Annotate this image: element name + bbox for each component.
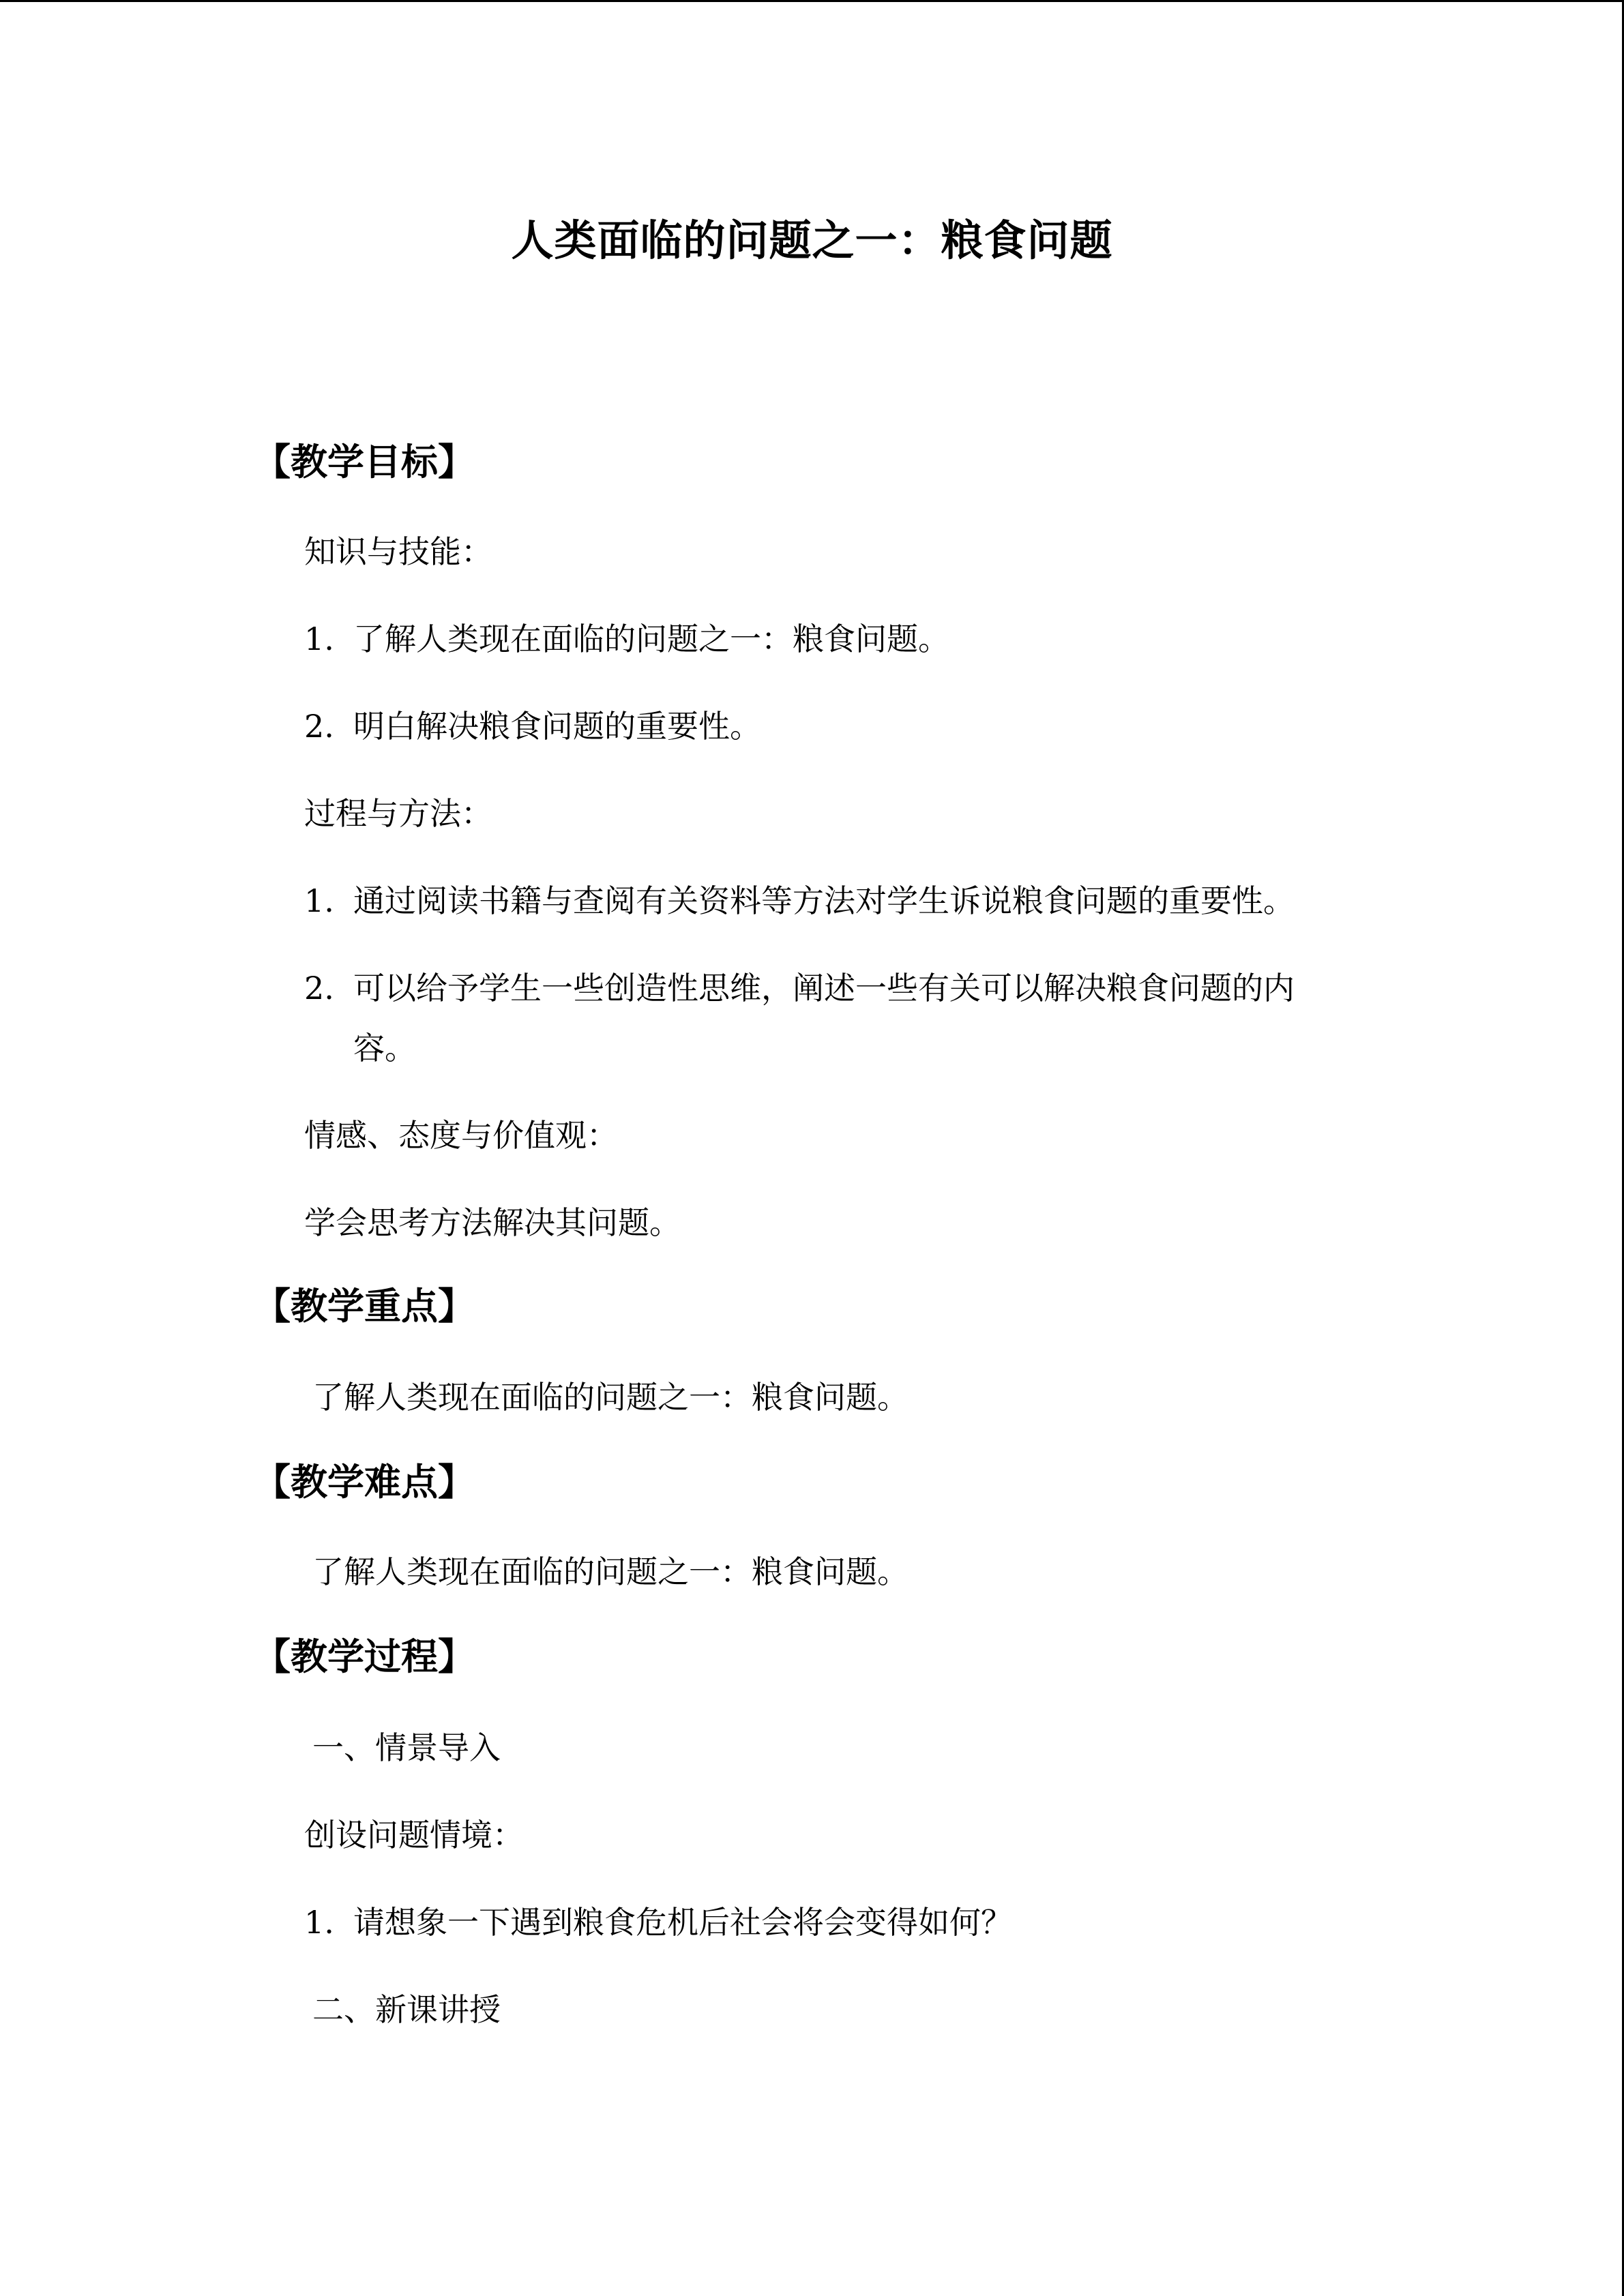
process-item-2	[304, 964, 1295, 1009]
list-number: 1.	[304, 621, 334, 657]
list-number: 2.	[304, 970, 334, 1007]
key-points-text: 了解人类现在面临的问题之一：粮食问题。	[312, 1379, 909, 1416]
knowledge-label: 知识与技能：	[304, 533, 492, 570]
section-heading-difficulties: 【教学难点】	[254, 1460, 475, 1504]
difficulties-text: 了解人类现在面临的问题之一：粮食问题。	[312, 1553, 909, 1590]
emotion-label: 情感、态度与价值观：	[304, 1117, 618, 1154]
knowledge-item-1	[304, 614, 949, 659]
list-number: 1.	[304, 1904, 334, 1941]
step2-label: 二、新课讲授	[312, 1991, 501, 2028]
list-item-text: 可以给予学生一些创造性思维，阐述一些有关可以解决粮食问题的内	[353, 970, 1295, 1007]
emotion-text: 学会思考方法解决其问题。	[304, 1204, 681, 1241]
knowledge-item-2	[304, 702, 761, 747]
list-item-text: 明白解决粮食问题的重要性。	[353, 708, 761, 745]
section-heading-objectives: 【教学目标】	[254, 440, 475, 483]
scenario-label: 创设问题情境：	[304, 1817, 524, 1853]
list-item-text: 通过阅读书籍与查阅有关资料等方法对学生诉说粮食问题的重要性。	[353, 882, 1295, 919]
section-heading-key-points: 【教学重点】	[254, 1284, 475, 1328]
section-heading-process: 【教学过程】	[254, 1635, 475, 1678]
process-label: 过程与方法：	[304, 795, 492, 832]
process-item-1	[304, 876, 1295, 921]
scenario-item-1	[304, 1898, 1012, 1943]
list-item-text: 请想象一下遇到粮食危机后社会将会变得如何？	[353, 1904, 1012, 1941]
list-number: 1.	[304, 882, 334, 919]
process-item-2-continuation: 容。	[353, 1030, 416, 1067]
step1-label: 一、情景导入	[312, 1729, 501, 1766]
list-item-text: 了解人类现在面临的问题之一：粮食问题。	[353, 621, 949, 657]
document-title: 人类面临的问题之一：粮食问题	[511, 215, 1113, 265]
list-number: 2.	[304, 708, 334, 745]
